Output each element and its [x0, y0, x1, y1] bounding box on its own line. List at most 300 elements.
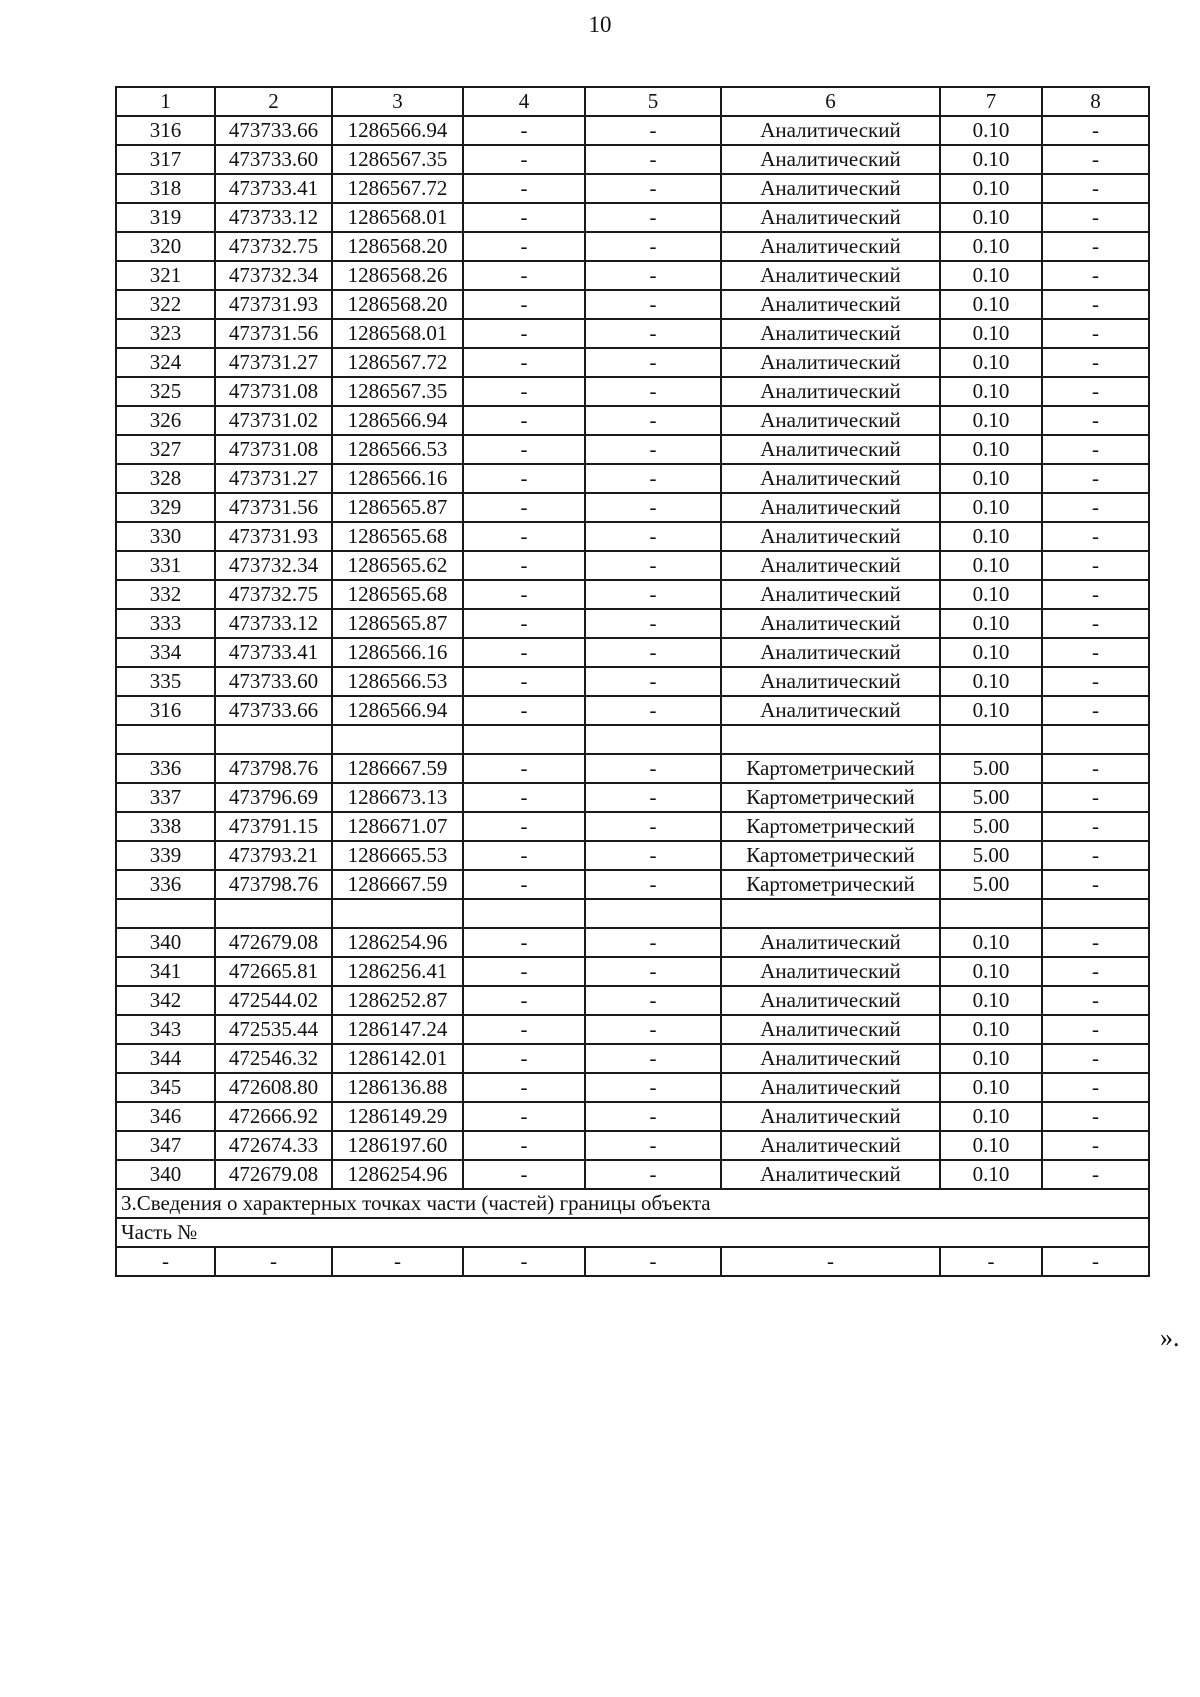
- table-cell: -: [585, 1160, 721, 1189]
- section-title-row: [116, 1189, 1149, 1218]
- table-cell: -: [1042, 638, 1149, 667]
- table-cell: -: [585, 1102, 721, 1131]
- table-cell: -: [585, 696, 721, 725]
- table-cell: 335: [116, 667, 215, 696]
- table-cell: Аналитический: [721, 580, 940, 609]
- table-cell: 1286136.88: [332, 1073, 463, 1102]
- table-row: [116, 406, 1149, 435]
- table-cell: -: [585, 1131, 721, 1160]
- table-cell: 341: [116, 957, 215, 986]
- table-row: [116, 145, 1149, 174]
- table-cell: 1286568.26: [332, 261, 463, 290]
- table-cell: -: [585, 174, 721, 203]
- table-cell: -: [116, 1247, 215, 1276]
- column-header: 8: [1042, 87, 1149, 116]
- table-cell: Аналитический: [721, 145, 940, 174]
- table-cell: -: [1042, 1247, 1149, 1276]
- table-cell: 347: [116, 1131, 215, 1160]
- table-cell: -: [463, 377, 585, 406]
- table-cell: -: [1042, 261, 1149, 290]
- table-cell: -: [1042, 609, 1149, 638]
- table-cell: 1286667.59: [332, 870, 463, 899]
- table-cell: 318: [116, 174, 215, 203]
- table-cell: -: [585, 812, 721, 841]
- table-cell: -: [585, 435, 721, 464]
- table-cell: -: [463, 551, 585, 580]
- table-row: [116, 232, 1149, 261]
- table-cell: [1042, 899, 1149, 928]
- table-cell: 0.10: [940, 1015, 1042, 1044]
- table-cell: 340: [116, 1160, 215, 1189]
- table-cell: 1286567.35: [332, 377, 463, 406]
- table-cell: [940, 899, 1042, 928]
- column-header: 5: [585, 87, 721, 116]
- table-cell: [585, 899, 721, 928]
- table-cell: 1286565.68: [332, 522, 463, 551]
- table-cell: 473798.76: [215, 754, 332, 783]
- table-row: [116, 986, 1149, 1015]
- table-row: [116, 464, 1149, 493]
- table-cell: 1286566.94: [332, 696, 463, 725]
- table-cell: Аналитический: [721, 522, 940, 551]
- table-cell: 328: [116, 464, 215, 493]
- table-cell: -: [463, 1160, 585, 1189]
- table-cell: -: [1042, 841, 1149, 870]
- table-cell: 330: [116, 522, 215, 551]
- table-cell: 473731.93: [215, 522, 332, 551]
- table-cell: -: [1042, 1044, 1149, 1073]
- table-cell: 5.00: [940, 754, 1042, 783]
- table-cell: -: [585, 319, 721, 348]
- table-cell: Аналитический: [721, 638, 940, 667]
- table-row: [116, 667, 1149, 696]
- table-cell: 339: [116, 841, 215, 870]
- table-cell: -: [585, 551, 721, 580]
- table-row: [116, 174, 1149, 203]
- table-cell: -: [585, 841, 721, 870]
- table-cell: 472679.08: [215, 1160, 332, 1189]
- table-cell: -: [585, 377, 721, 406]
- table-row: [116, 377, 1149, 406]
- table-cell: 473733.60: [215, 667, 332, 696]
- table-cell: Картометрический: [721, 841, 940, 870]
- table-cell: 473793.21: [215, 841, 332, 870]
- table-cell: 1286197.60: [332, 1131, 463, 1160]
- table-row: [116, 1160, 1149, 1189]
- table-cell: -: [585, 928, 721, 957]
- table-cell: -: [585, 957, 721, 986]
- table-cell: Аналитический: [721, 551, 940, 580]
- table-cell: 0.10: [940, 1160, 1042, 1189]
- table-cell: -: [1042, 1160, 1149, 1189]
- table-cell: [332, 899, 463, 928]
- table-cell: 1286565.62: [332, 551, 463, 580]
- table-cell: 322: [116, 290, 215, 319]
- table-cell: 5.00: [940, 841, 1042, 870]
- table-cell: 473733.41: [215, 638, 332, 667]
- table-cell: -: [585, 609, 721, 638]
- table-cell: 1286566.94: [332, 116, 463, 145]
- table-cell: Аналитический: [721, 232, 940, 261]
- table-cell: 473732.34: [215, 261, 332, 290]
- table-row: [116, 1102, 1149, 1131]
- table-cell: 325: [116, 377, 215, 406]
- table-cell: 473733.41: [215, 174, 332, 203]
- column-header: 7: [940, 87, 1042, 116]
- closing-quote: ».: [1160, 1323, 1180, 1352]
- table-cell: [463, 899, 585, 928]
- table-cell: -: [463, 406, 585, 435]
- table-cell: -: [1042, 986, 1149, 1015]
- table-cell: 473731.93: [215, 290, 332, 319]
- table-cell: 320: [116, 232, 215, 261]
- table-cell: -: [585, 522, 721, 551]
- table-cell: 342: [116, 986, 215, 1015]
- page-number: 10: [588, 12, 612, 37]
- table-cell: -: [1042, 174, 1149, 203]
- table-cell: -: [463, 464, 585, 493]
- table-cell: 473731.02: [215, 406, 332, 435]
- table-cell: Аналитический: [721, 406, 940, 435]
- table-cell: 0.10: [940, 1131, 1042, 1160]
- table-cell: 5.00: [940, 870, 1042, 899]
- table-cell: 0.10: [940, 290, 1042, 319]
- table-cell: 0.10: [940, 1073, 1042, 1102]
- table-cell: 1286673.13: [332, 783, 463, 812]
- column-header: 6: [721, 87, 940, 116]
- table-cell: 326: [116, 406, 215, 435]
- table-cell: 0.10: [940, 435, 1042, 464]
- table-row: [116, 841, 1149, 870]
- table-cell: 0.10: [940, 203, 1042, 232]
- table-cell: -: [585, 493, 721, 522]
- table-cell: 0.10: [940, 493, 1042, 522]
- table-cell: [215, 899, 332, 928]
- table-row: [116, 435, 1149, 464]
- table-cell: 473791.15: [215, 812, 332, 841]
- table-cell: -: [463, 116, 585, 145]
- table-row: [116, 870, 1149, 899]
- table-cell: 1286568.20: [332, 232, 463, 261]
- table-cell: 473733.12: [215, 609, 332, 638]
- table-cell: 0.10: [940, 667, 1042, 696]
- table-cell: 473733.12: [215, 203, 332, 232]
- table-cell: 5.00: [940, 783, 1042, 812]
- table-cell: 473733.60: [215, 145, 332, 174]
- table-cell: Аналитический: [721, 464, 940, 493]
- table-cell: -: [1042, 812, 1149, 841]
- column-header: 2: [215, 87, 332, 116]
- table-cell: 473733.66: [215, 116, 332, 145]
- table-cell: 1286566.94: [332, 406, 463, 435]
- table-cell: 338: [116, 812, 215, 841]
- table-row: [116, 928, 1149, 957]
- table-cell: -: [585, 1247, 721, 1276]
- table-cell: 1286568.20: [332, 290, 463, 319]
- table-cell: -: [585, 145, 721, 174]
- table-cell: Аналитический: [721, 261, 940, 290]
- table-cell: 0.10: [940, 145, 1042, 174]
- table-cell: 0.10: [940, 377, 1042, 406]
- table-cell: -: [463, 319, 585, 348]
- table-cell: -: [1042, 464, 1149, 493]
- table-cell: Аналитический: [721, 1073, 940, 1102]
- table-cell: -: [585, 1015, 721, 1044]
- table-cell: Аналитический: [721, 1015, 940, 1044]
- table-cell: 0.10: [940, 522, 1042, 551]
- table-cell: 345: [116, 1073, 215, 1102]
- table-cell: -: [1042, 319, 1149, 348]
- table-cell: 472666.92: [215, 1102, 332, 1131]
- table-cell: 473733.66: [215, 696, 332, 725]
- table-cell: -: [1042, 551, 1149, 580]
- column-header: 1: [116, 87, 215, 116]
- table-cell: 0.10: [940, 1102, 1042, 1131]
- table-cell: 473798.76: [215, 870, 332, 899]
- table-cell: 0.10: [940, 928, 1042, 957]
- table-cell: -: [1042, 435, 1149, 464]
- table-cell: [721, 725, 940, 754]
- table-cell: 1286568.01: [332, 203, 463, 232]
- table-row: [116, 609, 1149, 638]
- table-cell: 472674.33: [215, 1131, 332, 1160]
- table-cell: -: [463, 609, 585, 638]
- table-cell: 473731.27: [215, 464, 332, 493]
- table-cell: -: [1042, 696, 1149, 725]
- table-cell: [215, 725, 332, 754]
- table-cell: 1286567.72: [332, 348, 463, 377]
- table-cell: -: [1042, 290, 1149, 319]
- table-cell: -: [463, 1044, 585, 1073]
- table-cell: 346: [116, 1102, 215, 1131]
- table-cell: 1286254.96: [332, 1160, 463, 1189]
- table-cell: [940, 725, 1042, 754]
- table-row: [116, 290, 1149, 319]
- table-cell: 473796.69: [215, 783, 332, 812]
- table-cell: -: [1042, 1102, 1149, 1131]
- table-cell: 472608.80: [215, 1073, 332, 1102]
- table-cell: 473731.08: [215, 377, 332, 406]
- table-cell: -: [463, 667, 585, 696]
- table-cell: -: [940, 1247, 1042, 1276]
- table-cell: -: [1042, 870, 1149, 899]
- table-cell: -: [463, 841, 585, 870]
- table-cell: -: [585, 870, 721, 899]
- table-cell: -: [1042, 1131, 1149, 1160]
- table-cell: -: [463, 174, 585, 203]
- table-cell: -: [1042, 1015, 1149, 1044]
- table-cell: -: [463, 986, 585, 1015]
- table-cell: -: [463, 145, 585, 174]
- table-cell: -: [463, 696, 585, 725]
- table-cell: 1286566.53: [332, 435, 463, 464]
- table-cell: -: [585, 232, 721, 261]
- table-cell: 340: [116, 928, 215, 957]
- table-cell: -: [585, 638, 721, 667]
- table-cell: [332, 725, 463, 754]
- table-cell: -: [585, 348, 721, 377]
- table-cell: -: [463, 203, 585, 232]
- table-cell: 473732.75: [215, 232, 332, 261]
- table-cell: Аналитический: [721, 203, 940, 232]
- table-cell: [1042, 725, 1149, 754]
- table-cell: -: [463, 783, 585, 812]
- table-cell: 1286565.68: [332, 580, 463, 609]
- table-row: [116, 957, 1149, 986]
- table-cell: 0.10: [940, 348, 1042, 377]
- table-cell: -: [1042, 406, 1149, 435]
- table-cell: 1286567.35: [332, 145, 463, 174]
- table-cell: -: [585, 580, 721, 609]
- table-cell: -: [1042, 203, 1149, 232]
- table-row: [116, 696, 1149, 725]
- table-cell: Картометрический: [721, 783, 940, 812]
- table-cell: Аналитический: [721, 609, 940, 638]
- table-cell: Аналитический: [721, 1131, 940, 1160]
- table-cell: 329: [116, 493, 215, 522]
- table-row: [116, 1015, 1149, 1044]
- table-cell: 344: [116, 1044, 215, 1073]
- table-cell: 472546.32: [215, 1044, 332, 1073]
- section-title: 3.Сведения о характерных точках части (частей) границы объекта: [116, 1189, 1149, 1218]
- table-cell: 473731.27: [215, 348, 332, 377]
- table-row: [116, 348, 1149, 377]
- table-cell: -: [1042, 493, 1149, 522]
- table-row: [116, 580, 1149, 609]
- table-cell: 1286147.24: [332, 1015, 463, 1044]
- table-cell: -: [463, 261, 585, 290]
- table-cell: 343: [116, 1015, 215, 1044]
- table-cell: -: [332, 1247, 463, 1276]
- table-cell: -: [463, 638, 585, 667]
- table-cell: -: [1042, 754, 1149, 783]
- table-header-row: [116, 87, 1149, 116]
- table-cell: 0.10: [940, 638, 1042, 667]
- table-cell: -: [463, 493, 585, 522]
- part-data-row: [116, 1247, 1149, 1276]
- table-row: [116, 493, 1149, 522]
- table-cell: -: [1042, 580, 1149, 609]
- table-cell: 0.10: [940, 609, 1042, 638]
- table-cell: -: [585, 1044, 721, 1073]
- column-header: 3: [332, 87, 463, 116]
- table-cell: Аналитический: [721, 1044, 940, 1073]
- table-row: [116, 812, 1149, 841]
- table-cell: 0.10: [940, 232, 1042, 261]
- table-cell: Аналитический: [721, 957, 940, 986]
- table-cell: -: [585, 783, 721, 812]
- table-cell: -: [463, 232, 585, 261]
- table-cell: 472679.08: [215, 928, 332, 957]
- table-cell: 1286665.53: [332, 841, 463, 870]
- table-cell: -: [215, 1247, 332, 1276]
- table-cell: 1286256.41: [332, 957, 463, 986]
- table-cell: -: [1042, 928, 1149, 957]
- table-cell: 324: [116, 348, 215, 377]
- table-cell: -: [463, 812, 585, 841]
- table-row: [116, 522, 1149, 551]
- table-cell: 331: [116, 551, 215, 580]
- table-cell: 473731.08: [215, 435, 332, 464]
- table-cell: -: [463, 928, 585, 957]
- table-cell: -: [1042, 145, 1149, 174]
- table-cell: Аналитический: [721, 1160, 940, 1189]
- table-cell: 323: [116, 319, 215, 348]
- table-cell: -: [585, 261, 721, 290]
- table-row: [116, 261, 1149, 290]
- table-cell: Аналитический: [721, 435, 940, 464]
- table-cell: 0.10: [940, 551, 1042, 580]
- table-cell: 0.10: [940, 406, 1042, 435]
- table-cell: -: [1042, 957, 1149, 986]
- table-cell: 1286565.87: [332, 493, 463, 522]
- table-cell: Аналитический: [721, 377, 940, 406]
- table-cell: 337: [116, 783, 215, 812]
- table-cell: -: [1042, 667, 1149, 696]
- table-cell: Аналитический: [721, 174, 940, 203]
- table-cell: [463, 725, 585, 754]
- table-cell: 0.10: [940, 174, 1042, 203]
- table-row: [116, 1044, 1149, 1073]
- table-cell: 0.10: [940, 1044, 1042, 1073]
- table-cell: Аналитический: [721, 696, 940, 725]
- table-cell: -: [1042, 1073, 1149, 1102]
- table-cell: 0.10: [940, 319, 1042, 348]
- table-spacer-row: [116, 899, 1149, 928]
- table-cell: 5.00: [940, 812, 1042, 841]
- table-cell: Аналитический: [721, 116, 940, 145]
- table-cell: [116, 725, 215, 754]
- table-cell: -: [463, 348, 585, 377]
- table-cell: 0.10: [940, 957, 1042, 986]
- table-cell: -: [463, 1015, 585, 1044]
- table-cell: -: [463, 1247, 585, 1276]
- table-cell: Аналитический: [721, 348, 940, 377]
- table-row: [116, 116, 1149, 145]
- table-cell: [721, 899, 940, 928]
- table-cell: 1286568.01: [332, 319, 463, 348]
- table-cell: 316: [116, 116, 215, 145]
- part-label: Часть №: [116, 1218, 1149, 1247]
- table-cell: Картометрический: [721, 812, 940, 841]
- table-cell: -: [1042, 783, 1149, 812]
- table-cell: -: [1042, 377, 1149, 406]
- table-cell: -: [585, 667, 721, 696]
- table-cell: -: [463, 1131, 585, 1160]
- table-cell: 1286566.16: [332, 464, 463, 493]
- table-cell: -: [463, 957, 585, 986]
- table-cell: 327: [116, 435, 215, 464]
- table-cell: 336: [116, 870, 215, 899]
- table-cell: -: [585, 406, 721, 435]
- table-cell: -: [585, 290, 721, 319]
- table-cell: 1286254.96: [332, 928, 463, 957]
- table-cell: 319: [116, 203, 215, 232]
- table-cell: -: [585, 986, 721, 1015]
- table-cell: 321: [116, 261, 215, 290]
- table-cell: 1286252.87: [332, 986, 463, 1015]
- table-row: [116, 551, 1149, 580]
- table-cell: -: [463, 580, 585, 609]
- table-cell: 472665.81: [215, 957, 332, 986]
- table-cell: -: [585, 116, 721, 145]
- table-cell: Картометрический: [721, 870, 940, 899]
- table-cell: 1286671.07: [332, 812, 463, 841]
- table-cell: Аналитический: [721, 928, 940, 957]
- table-row: [116, 638, 1149, 667]
- table-row: [116, 1073, 1149, 1102]
- table-spacer-row: [116, 725, 1149, 754]
